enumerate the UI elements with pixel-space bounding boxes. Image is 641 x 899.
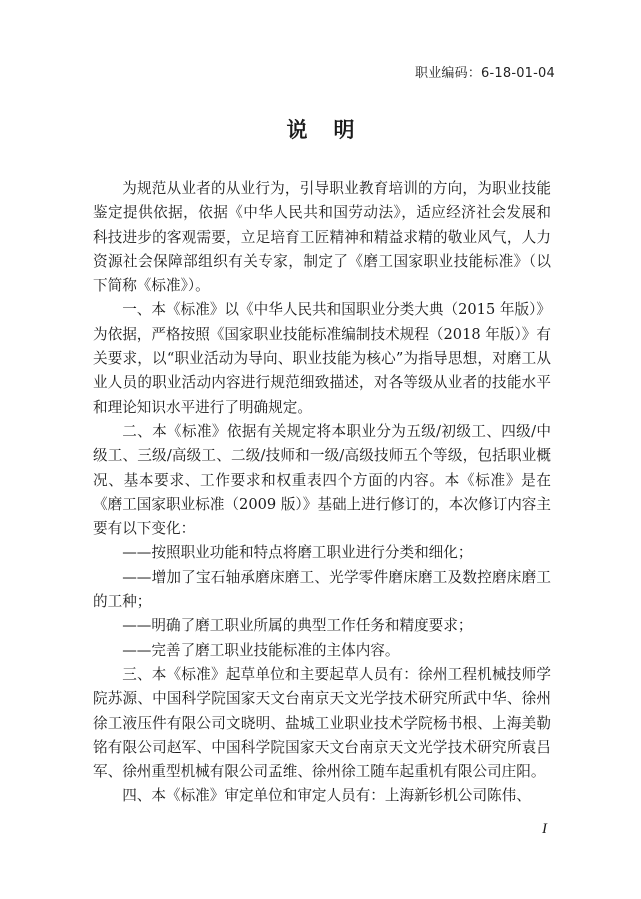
body-text xyxy=(93,177,551,809)
page-title: 说明 xyxy=(286,118,381,142)
paragraph-section-1: 一、本《标准》以《中华人民共和国职业分类大典（2015 年版）》为依据，严格按照《国家职业技能标准编制技术规程（2018 年版）》有关要求，以“职业活动为导向、职业技能为核心”为指导思想，对磨工从业人员的职业活动内容进行规范细致描述，对各等级从业者的技能水平和理论知识水平进行了明确规定。 xyxy=(93,301,551,416)
change-item-2: ——增加了宝石轴承磨床磨工、光学零件磨床磨工及数控磨床磨工的工种； xyxy=(93,568,551,611)
page-number: I xyxy=(542,821,547,837)
change-item-3: ——明确了磨工职业所属的典型工作任务和精度要求； xyxy=(122,617,473,635)
paragraph-intro: 为规范从业者的从业行为，引导职业教育培训的方向，为职业技能鉴定提供依据，依据《中华人民共和国劳动法》，适应经济社会发展和科技进步的客观需要，立足培育工匠精神和精益求精的敬业风气，人力资源社会保障部组织有关专家，制定了《磨工国家职业技能标准》（以下简称《标准》）。 xyxy=(93,180,551,295)
change-item-1: ——按照职业功能和特点将磨工职业进行分类和细化； xyxy=(122,544,473,562)
paragraph-section-4: 四、本《标准》审定单位和审定人员有：上海新钐机公司陈伟、 xyxy=(122,787,531,805)
occupation-code: 职业编码：6-18-01-04 xyxy=(415,66,555,81)
paragraph-section-3: 三、本《标准》起草单位和主要起草人员有：徐州工程机械技师学院苏源、中国科学院国家天文台南京天文光学技术研究所武中华、徐州徐工液压件有限公司文晓明、盐城工业职业技术学院杨书根、上海美勒铭有限公司赵军、中国科学院国家天文台南京天文光学技术研究所袁吕军、徐州重型机械有限公司孟维、徐州徐工随车起重机有限公司庄阳。 xyxy=(93,665,551,781)
change-item-4: ——完善了磨工职业技能标准的主体内容。 xyxy=(122,641,400,659)
paragraph-section-2: 二、本《标准》依据有关规定将本职业分为五级/初级工、四级/中级工、三级/高级工、二级/技师和一级/高级技师五个等级，包括职业概况、基本要求、工作要求和权重表四个方面的内容。本《标准》是在《磨工国家职业标准（2009 版）》基础上进行修订的，本次修订内容主要有以下变化： xyxy=(93,422,551,538)
